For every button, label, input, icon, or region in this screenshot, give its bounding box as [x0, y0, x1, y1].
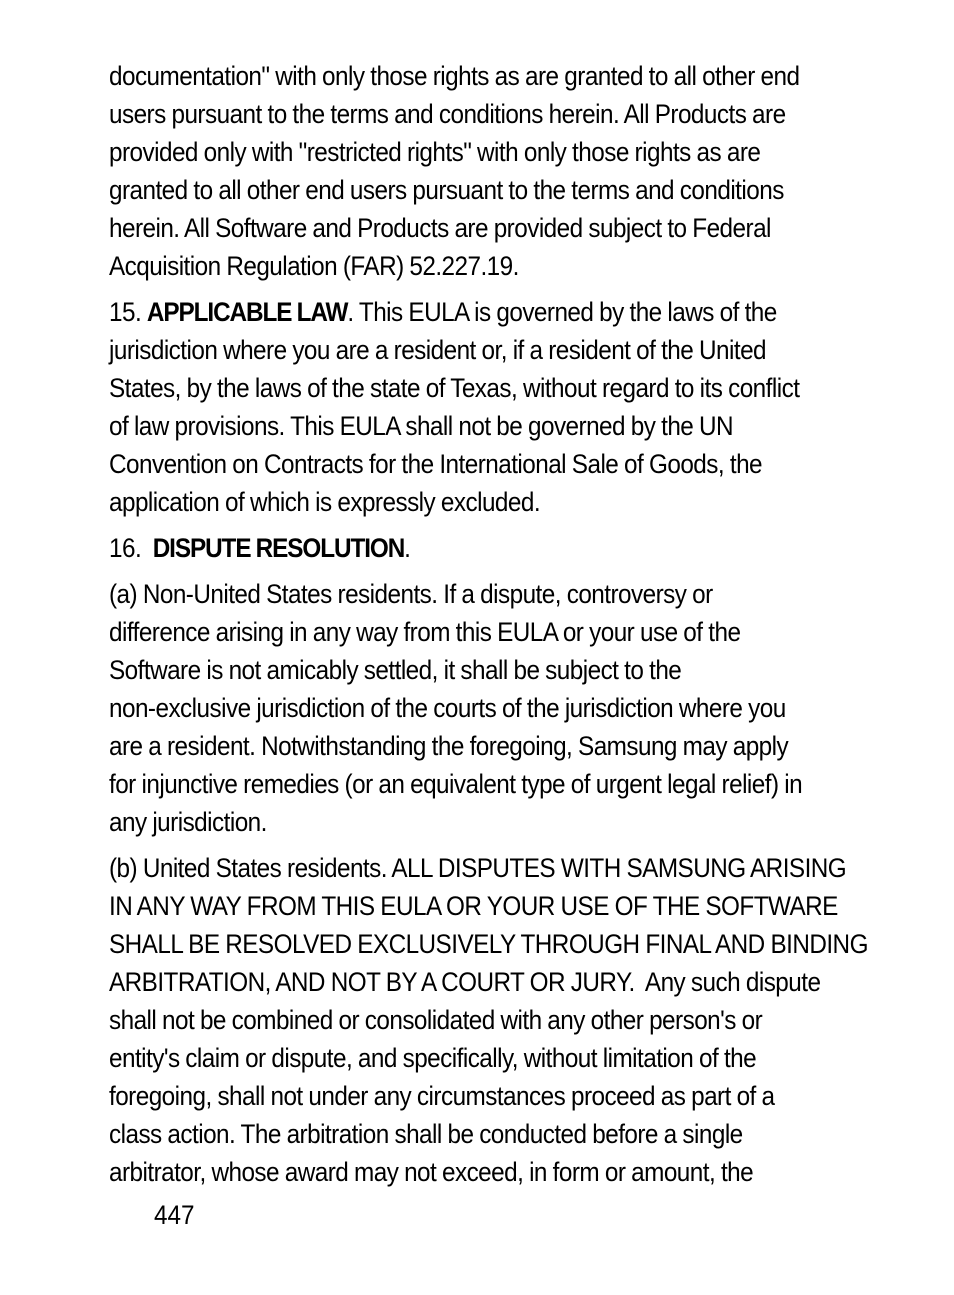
text-line: arbitrator, whose award may not exceed, in form or amount, the — [109, 1157, 754, 1187]
text-line: any jurisdiction. — [109, 807, 267, 837]
text-line: documentation" with only those rights as are granted to all other end — [109, 61, 800, 91]
text-line: application of which is expressly excluded. — [109, 487, 541, 517]
section-16a-non-us-residents — [109, 575, 879, 841]
section-15-applicable-law — [109, 293, 879, 521]
section-heading: APPLICABLE LAW — [146, 297, 348, 327]
section-number: 15. — [109, 297, 147, 327]
text-line: of law provisions. This EULA shall not be governed by the UN — [109, 411, 734, 441]
section-text: . — [404, 533, 411, 563]
page-number: 447 — [154, 1200, 195, 1230]
text-line: States, by the laws of the state of Texas, without regard to its conflict — [109, 373, 800, 403]
text-line: difference arising in any way from this EULA or your use of the — [109, 617, 741, 647]
paragraph-continued-rights — [109, 57, 879, 285]
text-line: (b) United States residents. ALL DISPUTES WITH SAMSUNG ARISING — [109, 853, 847, 883]
text-line: provided only with "restricted rights" with only those rights as are — [109, 137, 761, 167]
section-text: . This EULA is governed by the laws of the — [347, 297, 777, 327]
section-heading: DISPUTE RESOLUTION — [152, 533, 405, 563]
section-15-first-line — [109, 293, 879, 331]
text-line: foregoing, shall not under any circumstances proceed as part of a — [109, 1081, 775, 1111]
text-line: Acquisition Regulation (FAR) 52.227.19. — [109, 251, 519, 281]
text-line: shall not be combined or consolidated with any other person's or — [109, 1005, 763, 1035]
section-16-first-line — [109, 529, 879, 567]
text-line: Convention on Contracts for the International Sale of Goods, the — [109, 449, 763, 479]
text-line: Software is not amicably settled, it shall be subject to the — [109, 655, 682, 685]
text-line: entity's claim or dispute, and specifically, without limitation of the — [109, 1043, 757, 1073]
document-page — [109, 57, 879, 1199]
text-line: are a resident. Notwithstanding the foregoing, Samsung may apply — [109, 731, 789, 761]
text-line: herein. All Software and Products are provided subject to Federal — [109, 213, 771, 243]
text-line: ARBITRATION, AND NOT BY A COURT OR JURY. Any such dispute — [109, 967, 821, 997]
text-line: (a) Non-United States residents. If a dispute, controversy or — [109, 579, 713, 609]
text-line: users pursuant to the terms and conditions herein. All Products are — [109, 99, 786, 129]
section-number: 16. — [109, 533, 153, 563]
text-line: IN ANY WAY FROM THIS EULA OR YOUR USE OF THE SOFTWARE — [109, 891, 838, 921]
text-line: jurisdiction where you are a resident or, if a resident of the United — [109, 335, 767, 365]
text-line: granted to all other end users pursuant to the terms and conditions — [109, 175, 784, 205]
section-16b-us-residents — [109, 849, 879, 1191]
text-line: non-exclusive jurisdiction of the courts of the jurisdiction where you — [109, 693, 786, 723]
text-line: class action. The arbitration shall be conducted before a single — [109, 1119, 743, 1149]
text-line: SHALL BE RESOLVED EXCLUSIVELY THROUGH FINAL AND BINDING — [109, 929, 868, 959]
section-16-dispute-resolution — [109, 529, 879, 567]
text-line: for injunctive remedies (or an equivalent type of urgent legal relief) in — [109, 769, 803, 799]
